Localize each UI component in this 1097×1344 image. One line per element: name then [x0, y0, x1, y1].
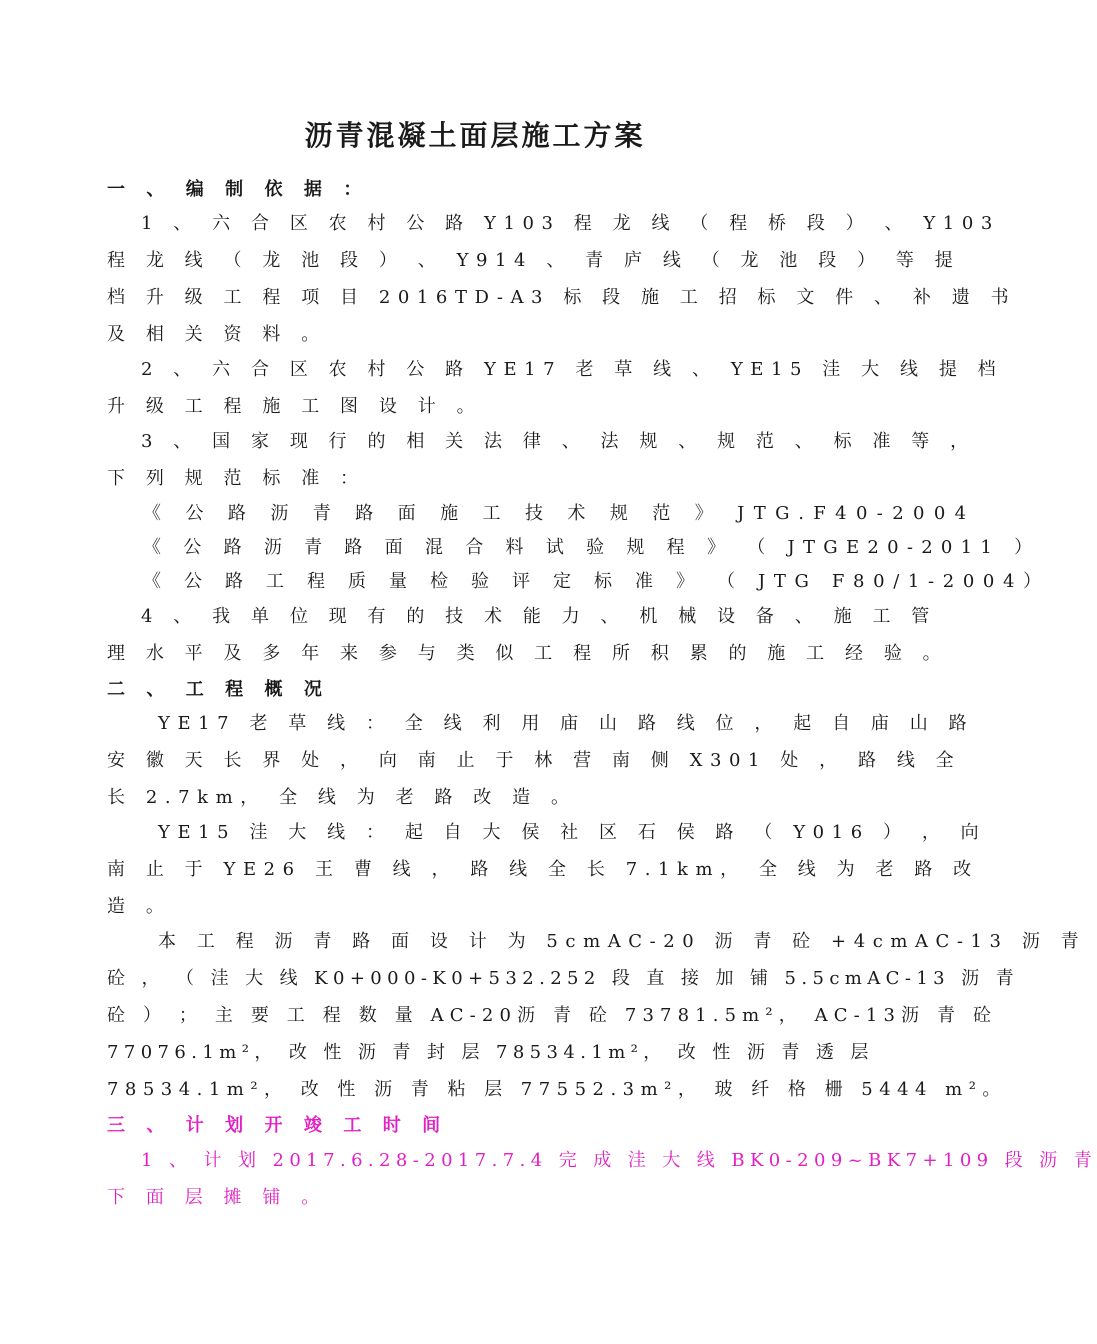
section-heading-basis: 一 、 编 制 依 据 ： [107, 179, 369, 200]
text-line: 下 列 规 范 标 准 ： [107, 468, 366, 489]
text-line: YE15 洼 大 线 ： 起 自 大 侯 社 区 石 侯 路 （ Y016 ） ， 向 [158, 822, 987, 843]
text-line: 安 徽 天 长 界 处 ， 向 南 止 于 林 营 南 侧 X301 处 ， 路 线 全 [107, 750, 962, 771]
text-line: 4 、 我 单 位 现 有 的 技 术 能 力 、 机 械 设 备 、 施 工 管 [141, 606, 937, 627]
schedule-item: 1 、 计 划 2017.6.28-2017.7.4 完 成 洼 大 线 BK0-209~BK7+109 段 沥 青 [141, 1150, 1097, 1171]
text-line: 档 升 级 工 程 项 目 2016TD-A3 标 段 施 工 招 标 文 件 、 补 遗 书 [107, 287, 1017, 308]
standard-item: 《 公 路 工 程 质 量 检 验 评 定 标 准 》 （ JTG F80/1-2004） [143, 571, 1050, 592]
text-line: 78534.1m²， 改 性 沥 青 粘 层 77552.3m²， 玻 纤 格 栅 5444 m²。 [107, 1079, 1007, 1100]
text-line: 及 相 关 资 料 。 [107, 324, 327, 345]
text-line: 造 。 [107, 896, 172, 917]
text-line: 1 、 六 合 区 农 村 公 路 Y103 程 龙 线 （ 程 桥 段 ） 、 Y103 [141, 213, 1000, 234]
text-line: 本 工 程 沥 青 路 面 设 计 为 5cmAC-20 沥 青 砼 +4cmAC-13 沥 青 [158, 931, 1087, 952]
text-line: 砼 ） ； 主 要 工 程 数 量 AC-20沥 青 砼 73781.5m²， AC-13沥 青 砼 [107, 1005, 998, 1026]
text-line: 77076.1m²， 改 性 沥 青 封 层 78534.1m²， 改 性 沥 青 透 层 [107, 1042, 874, 1063]
text-line: YE17 老 草 线 ： 全 线 利 用 庙 山 路 线 位 ， 起 自 庙 山 路 [158, 713, 975, 734]
text-line: 升 级 工 程 施 工 图 设 计 。 [107, 396, 483, 417]
standard-item: 《 公 路 沥 青 路 面 施 工 技 术 规 范 》 JTG.F40-2004 [143, 503, 976, 524]
text-line: 南 止 于 YE26 王 曹 线 ， 路 线 全 长 7.1km， 全 线 为 老 路 改 [107, 859, 979, 880]
text-line: 3 、 国 家 现 行 的 相 关 法 律 、 法 规 、 规 范 、 标 准 等 ， [141, 431, 976, 452]
standard-item: 《 公 路 沥 青 路 面 混 合 料 试 验 规 程 》 （ JTGE20-2011 ） [143, 537, 1041, 558]
text-line: 砼 ， （ 洼 大 线 K0+000-K0+532.252 段 直 接 加 铺 5.5cmAC-13 沥 青 [107, 968, 1020, 989]
section-heading-schedule: 三 、 计 划 开 竣 工 时 间 [107, 1115, 448, 1136]
text-line: 理 水 平 及 多 年 来 参 与 类 似 工 程 所 积 累 的 施 工 经 验 。 [107, 643, 949, 664]
text-line: 2 、 六 合 区 农 村 公 路 YE17 老 草 线 、 YE15 洼 大 线 提 档 [141, 359, 1004, 380]
document-title: 沥青混凝土面层施工方案 [304, 119, 646, 152]
schedule-item: 下 面 层 摊 铺 。 [107, 1187, 327, 1208]
text-line: 长 2.7km， 全 线 为 老 路 改 造 。 [107, 787, 577, 808]
section-heading-overview: 二 、 工 程 概 况 [107, 679, 330, 700]
text-line: 程 龙 线 （ 龙 池 段 ） 、 Y914 、 青 庐 线 （ 龙 池 段 ） 等 提 [107, 250, 961, 271]
